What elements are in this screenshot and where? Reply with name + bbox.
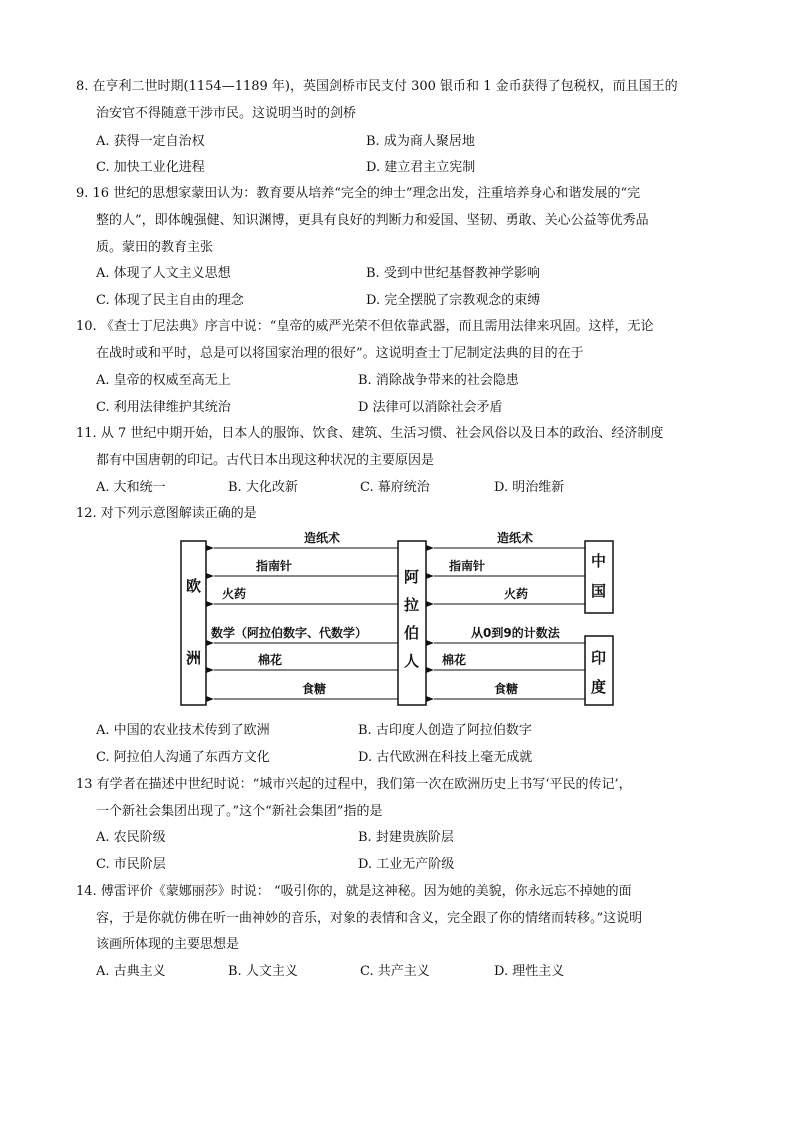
question-14-line-1: 14. 傅雷评价《蒙娜丽莎》时说： “吸引你的，就是这神秘。因为她的美貌，你永远忘不掉她的面 — [76, 884, 632, 899]
europe-char-2: 洲 — [186, 649, 202, 667]
question-9-line-2: 整的人”，即体魄强健、知识渊博，更具有良好的判断力和爱国、坚韧、勇敢、关心公益等优秀品 — [96, 213, 649, 228]
q9-option-a: A. 体现了人文主义思想 — [96, 266, 231, 281]
europe-box — [181, 541, 206, 705]
right-label-paper: 造纸术 — [497, 531, 534, 545]
india-char-1: 印 — [591, 649, 607, 667]
q10-option-d: D 法律可以消除社会矛盾 — [358, 400, 503, 415]
left-label-gunpowder: 火药 — [222, 587, 247, 601]
q11-option-a: A. 大和统一 — [96, 480, 166, 495]
q12-option-b: B. 古印度人创造了阿拉伯数字 — [358, 723, 532, 738]
china-char-2: 国 — [591, 582, 607, 600]
left-label-paper: 造纸术 — [304, 531, 341, 545]
q11-option-d: D. 明治维新 — [494, 480, 565, 495]
right-label-cotton: 棉花 — [442, 653, 467, 667]
question-14-line-2: 容，于是你就仿佛在听一曲神妙的音乐，对象的表情和含义，完全跟了你的情绪而转移。”这说明 — [96, 911, 643, 926]
question-11-line-1: 11. 从 7 世纪中期开始，日本人的服饰、饮食、建筑、生活习惯、社会风俗以及日本的政治、经济制度 — [76, 426, 664, 441]
right-label-sugar: 食糖 — [494, 682, 519, 696]
q11-option-c: C. 幕府统治 — [360, 480, 430, 495]
arab-box — [398, 541, 426, 705]
q10-option-c: C. 利用法律维护其统治 — [96, 400, 231, 415]
q11-option-b: B. 大化改新 — [228, 480, 298, 495]
right-label-compass: 指南针 — [449, 559, 486, 573]
q12-option-a: A. 中国的农业技术传到了欧洲 — [96, 723, 270, 738]
question-10-line-2: 在战时或和平时，总是可以将国家治理的很好”。这说明查士丁尼制定法典的目的在于 — [96, 346, 584, 361]
q13-option-b: B. 封建贵族阶层 — [358, 830, 454, 845]
q9-option-d: D. 完全摆脱了宗教观念的束缚 — [366, 293, 541, 308]
q12-option-d: D. 古代欧洲在科技上毫无成就 — [358, 750, 533, 765]
q13-option-c: C. 市民阶层 — [96, 857, 166, 872]
arab-char-4: 人 — [404, 652, 420, 670]
q8-option-d: D. 建立君主立宪制 — [366, 160, 476, 175]
arab-char-2: 拉 — [404, 596, 420, 614]
q9-option-c: C. 体现了民主自由的理念 — [96, 293, 244, 308]
question-13-line-2: 一个新社会集团出现了。”这个“新社会集团”指的是 — [96, 804, 383, 819]
china-char-1: 中 — [591, 552, 607, 570]
question-12-line-1: 12. 对下列示意图解读正确的是 — [76, 506, 257, 521]
q12-option-c: C. 阿拉伯人沟通了东西方文化 — [96, 750, 270, 765]
q14-option-b: B. 人文主义 — [228, 964, 298, 979]
question-13-line-1: 13 有学者在描述中世纪时说：“城市兴起的过程中，我们第一次在欧洲历史上书写‘平民的传记’， — [76, 777, 632, 792]
left-label-cotton: 棉花 — [258, 653, 283, 667]
q14-option-c: C. 共产主义 — [360, 964, 430, 979]
arab-char-1: 阿 — [404, 568, 420, 586]
q10-option-b: B. 消除战争带来的社会隐患 — [358, 373, 519, 388]
question-14-line-3: 该画所体现的主要思想是 — [96, 937, 240, 952]
right-label-gunpowder: 火药 — [504, 587, 529, 601]
q8-option-a: A. 获得一定自治权 — [96, 134, 205, 149]
q14-option-d: D. 理性主义 — [494, 964, 565, 979]
arab-char-3: 伯 — [404, 624, 420, 642]
question-10-line-1: 10. 《查士丁尼法典》序言中说：“皇帝的威严光荣不但依靠武器，而且需用法律来巩固。这样，无论 — [76, 319, 654, 334]
left-label-math: 数学（阿拉伯数字、代数学） — [211, 626, 368, 640]
q8-option-b: B. 成为商人聚居地 — [366, 134, 475, 149]
q10-option-a: A. 皇帝的权威至高无上 — [96, 373, 231, 388]
q8-option-c: C. 加快工业化进程 — [96, 160, 205, 175]
left-label-compass: 指南针 — [256, 559, 293, 573]
right-label-counting: 从0到9的计数法 — [471, 626, 560, 640]
question-8-line-2: 治安官不得随意干涉市民。这说明当时的剑桥 — [96, 106, 357, 121]
question-9-line-3: 质。蒙田的教育主张 — [96, 240, 214, 255]
q9-option-b: B. 受到中世纪基督教神学影响 — [366, 266, 540, 281]
left-label-sugar: 食糖 — [302, 682, 327, 696]
question-8-line-1: 8. 在亨利二世时期(1154—1189 年)，英国剑桥市民支付 300 银币和 1 金币获得了包税权，而且国王的 — [76, 79, 678, 94]
question-9-line-1: 9. 16 世纪的思想家蒙田认为：教育要从培养“完全的绅士”理念出发，注重培养身心和谐发展的“完 — [76, 186, 641, 201]
question-11-line-2: 都有中国唐朝的印记。古代日本出现这种状况的主要原因是 — [96, 453, 435, 468]
q13-option-a: A. 农民阶级 — [96, 830, 166, 845]
india-char-2: 度 — [591, 678, 607, 696]
europe-char-1: 欧 — [186, 577, 202, 595]
q14-option-a: A. 古典主义 — [96, 964, 166, 979]
q13-option-d: D. 工业无产阶级 — [358, 857, 455, 872]
